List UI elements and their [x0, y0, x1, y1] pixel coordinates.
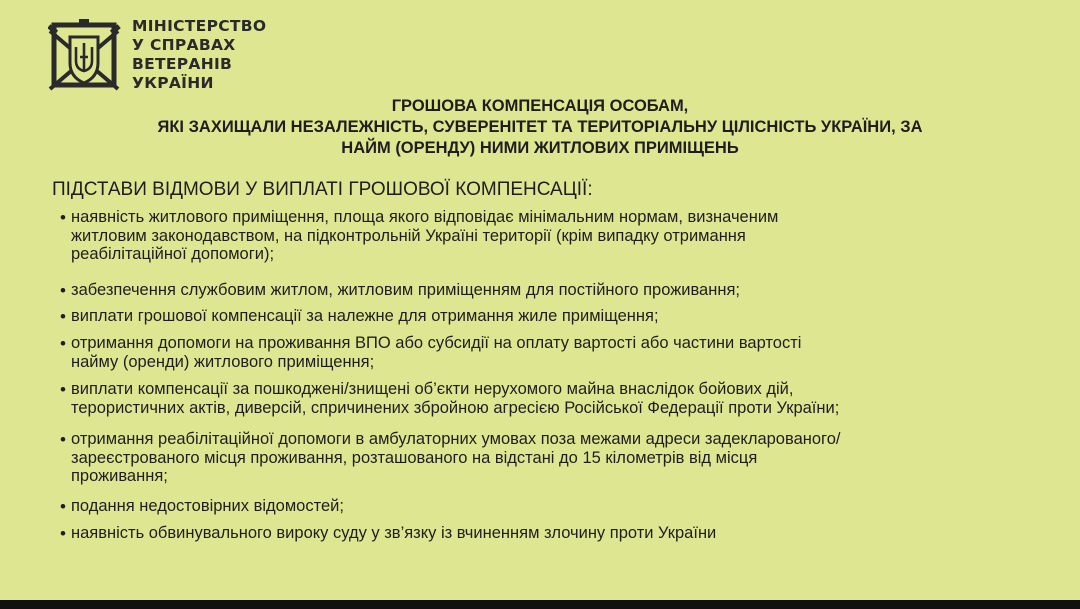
- ministry-logo: [48, 17, 278, 99]
- logo-line-4: УКРАЇНИ: [132, 74, 214, 92]
- bullet: •: [60, 307, 66, 326]
- list-item-text: виплати компенсації за пошкоджені/знищені об’єкти нерухомого майна внаслідок бойових дій, терористичних актів, диверсій, спричинених збройною агресією Російської Федерації проти України;: [71, 380, 840, 417]
- section-heading: ПІДСТАВИ ВІДМОВИ У ВИПЛАТІ ГРОШОВОЇ КОМПЕНСАЦІЇ:: [52, 179, 593, 200]
- list-item: [60, 208, 1050, 264]
- list-item-text: отримання допомоги на проживання ВПО або субсидії на оплату вартості або частини вартості найму (оренди) житлового приміщення;: [71, 334, 802, 371]
- list-item-text: забезпечення службовим житлом, житловим приміщенням для постійного проживання;: [71, 281, 740, 299]
- logo-line-1: МІНІСТЕРСТВО: [132, 17, 267, 35]
- bullet: •: [60, 334, 66, 353]
- logo-line-3: ВЕТЕРАНІВ: [132, 55, 233, 73]
- page-title: [40, 96, 1040, 159]
- bullet: •: [60, 281, 66, 300]
- list-item-text: виплати грошової компенсації за належне для отримання жиле приміщення;: [71, 307, 659, 325]
- list-item: [60, 334, 1050, 371]
- list-item: [60, 497, 1050, 516]
- bullet: •: [60, 430, 66, 449]
- list-item-text: подання недостовірних відомостей;: [71, 497, 344, 515]
- list-item: [60, 380, 1050, 417]
- trident-shield-icon: [48, 17, 124, 95]
- list-item-text: наявність обвинувального вироку суду у зв’язку із вчиненням злочину проти України: [71, 524, 717, 542]
- bullet: •: [60, 208, 66, 227]
- list-item: [60, 281, 1050, 300]
- bullet: •: [60, 497, 66, 516]
- bullet: •: [60, 380, 66, 399]
- ministry-name: [132, 17, 292, 93]
- list-item: [60, 307, 1050, 326]
- bullet: •: [60, 524, 66, 543]
- list-item: [60, 430, 1050, 486]
- bottom-border: [0, 600, 1080, 609]
- title-line-2: ЯКІ ЗАХИЩАЛИ НЕЗАЛЕЖНІСТЬ, СУВЕРЕНІТЕТ ТА ТЕРИТОРІАЛЬНУ ЦІЛІСНІСТЬ УКРАЇНИ, ЗА: [157, 118, 923, 136]
- list-item: [60, 524, 1050, 543]
- list-item-text: отримання реабілітаційної допомоги в амбулаторних умовах поза межами адреси задекларованого/ зареєстрованого місця проживання, розташованого на відстані до 15 кілометрів від місця проживання;: [71, 430, 841, 485]
- title-line-3: НАЙМ (ОРЕНДУ) НИМИ ЖИТЛОВИХ ПРИМІЩЕНЬ: [341, 139, 739, 157]
- list-item-text: наявність житлового приміщення, площа якого відповідає мінімальним нормам, визначеним житловим законодавством, на підконтрольній Україні території (крім випадку отримання реабілітаційної допомоги);: [71, 208, 779, 263]
- title-line-1: ГРОШОВА КОМПЕНСАЦІЯ ОСОБАМ,: [391, 97, 689, 115]
- logo-line-2: У СПРАВАХ: [132, 36, 236, 54]
